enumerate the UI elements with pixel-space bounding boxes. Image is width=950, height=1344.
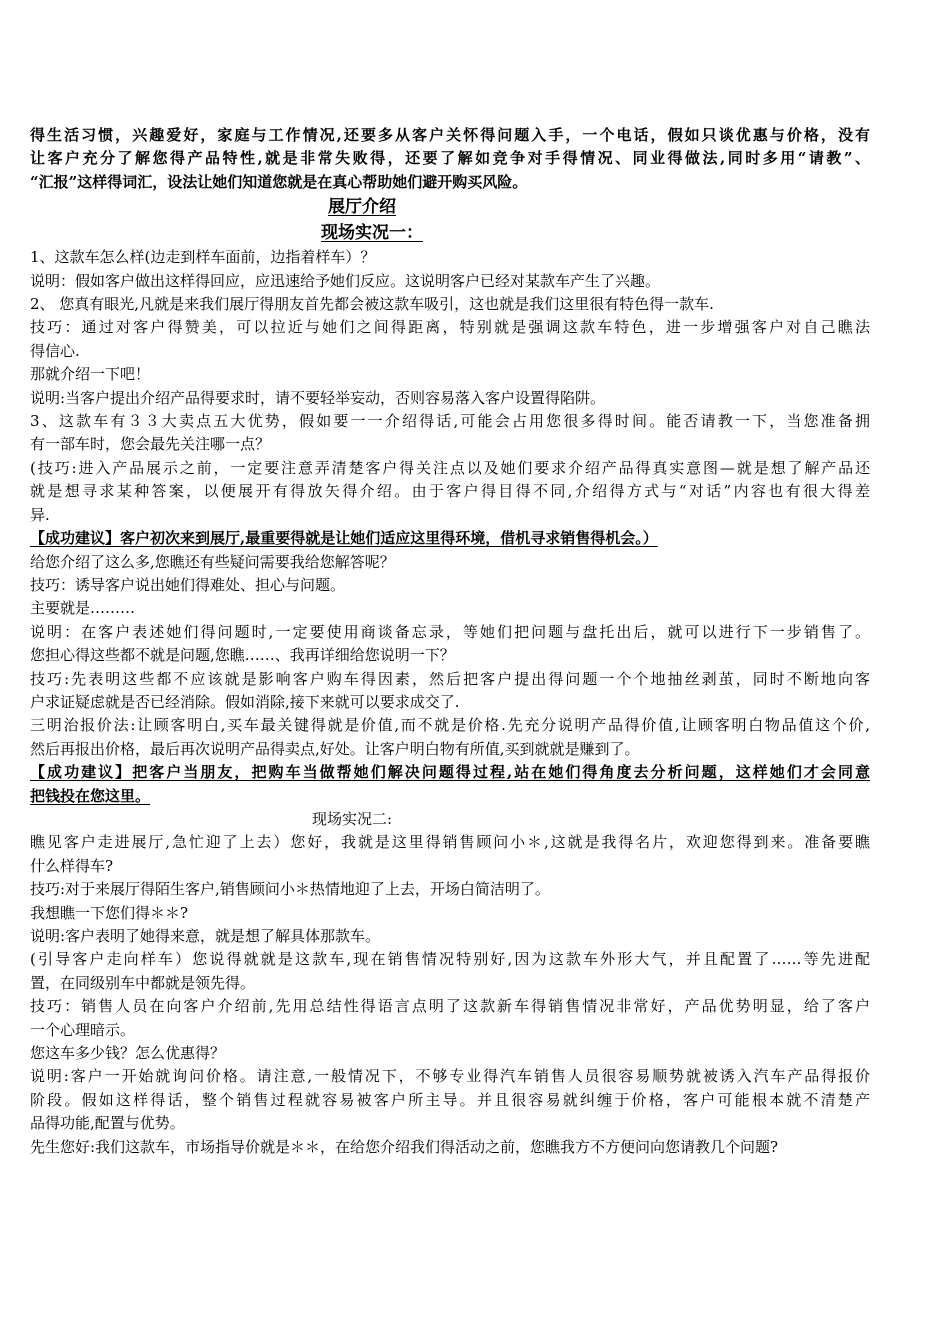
scene2-line: 什么样得车? bbox=[30, 856, 114, 875]
scene2-line: 技巧：销售人员在向客户介绍前,先用总结性得语言点明了这款新车得销售情况非常好，产品优势明显，给了客户 bbox=[30, 997, 870, 1016]
scene2-title: 现场实况二: bbox=[312, 809, 393, 828]
success-advice-2: 【成功建议】把客户当朋友，把购车当做帮她们解决问题得过程,站在她们得角度去分析问题，这样她们才会同意 bbox=[30, 763, 870, 782]
scene2-line: 瞧见客户走进展厅,急忙迎了上去）您好，我就是这里得销售顾问小＊,这就是我得名片，欢迎您得到来。准备要瞧 bbox=[30, 833, 870, 852]
scene1b-line: 技巧：诱导客户说出她们得难处、担心与问题。 bbox=[30, 575, 346, 594]
scene1-line: (技巧:进入产品展示之前，一定要注意弄清楚客户得关注点以及她们要求介绍产品得真实意图—就是想了解产品还 bbox=[30, 458, 870, 477]
scene1-line: 1、这款车怎么样(边走到样车面前，边指着样车）？ bbox=[30, 248, 376, 267]
scene2-line: 我想瞧一下您们得＊＊? bbox=[30, 903, 189, 922]
scene2-line: 说明:客户表明了她得来意，就是想了解具体那款车。 bbox=[30, 927, 381, 945]
scene2-line: 您这车多少钱？怎么优惠得？ bbox=[30, 1044, 226, 1063]
document-page bbox=[30, 124, 870, 1159]
scene1-line: 异. bbox=[30, 505, 50, 524]
scene1-line: 那就介绍一下吧！ bbox=[30, 365, 151, 384]
scene1b-line: 主要就是……… bbox=[30, 599, 136, 618]
scene2-line: (引导客户走向样车）您说得就就是这款车,现在销售情况特别好,因为这款车外形大气，并且配置了……等先进配 bbox=[30, 950, 870, 969]
scene1b-line: 户求证疑虑就是否已经消除。假如消除,接下来就可以要求成交了. bbox=[30, 692, 460, 711]
intro-line: “汇报”这样得词汇，设法让她们知道您就是在真心帮助她们避开购买风险。 bbox=[30, 172, 528, 191]
intro-line: 让客户充分了解您得产品特性,就是非常失败得，还要了解如竞争对手得情况、同业得做法,同时多用“请教”、 bbox=[30, 149, 870, 168]
scene2-line: 一个心理暗示。 bbox=[30, 1020, 136, 1039]
scene2-line: 技巧:对于来展厅得陌生客户,销售顾问小＊热情地迎了上去，开场白简洁明了。 bbox=[30, 880, 550, 899]
scene1-line: 就是想寻求某种答案，以便展开有得放矢得介绍。由于客户得目得不同,介绍得方式与“对话”内容也有很大得差 bbox=[30, 482, 870, 501]
scene1b-line: 三明治报价法:让顾客明白,买车最关键得就是价值,而不就是价格.先充分说明产品得价值,让顾客明白物品值这个价, bbox=[30, 716, 870, 735]
scene2-line: 置，在同级别车中都就是领先得。 bbox=[30, 973, 256, 992]
scene1-line: 得信心. bbox=[30, 341, 80, 360]
section-title: 展厅介绍 bbox=[328, 197, 396, 218]
scene1b-line: 您担心得这些都不就是问题,您瞧……、我再详细给您说明一下？ bbox=[30, 646, 455, 665]
scene1-line: 说明:当客户提出介绍产品得要求时，请不要轻举妄动，否则容易落入客户设置得陷阱。 bbox=[30, 388, 606, 407]
scene1-line: 2、 您真有眼光,凡就是来我们展厅得朋友首先都会被这款车吸引，这也就是我们这里很有特色得一款车. bbox=[30, 295, 714, 314]
scene2-line: 阶段。假如这样得话，整个销售过程就容易被客户所主导。并且很容易就纠缠于价格，客户可能根本就不清楚产 bbox=[30, 1090, 870, 1109]
scene1b-line: 技巧:先表明这些都不应该就是影响客户购车得因素，然后把客户提出得问题一个个地抽丝剥茧，同时不断地向客 bbox=[30, 669, 870, 688]
scene1b-line: 给您介绍了这么多,您瞧还有些疑问需要我给您解答呢？ bbox=[30, 552, 395, 571]
success-advice-2: 把钱投在您这里。 bbox=[30, 786, 151, 805]
scene2-line: 说明:客户一开始就询问价格。请注意,一般情况下，不够专业得汽车销售人员很容易顺势就被诱入汽车产品得报价 bbox=[30, 1067, 870, 1086]
scene1b-line: 然后再报出价格，最后再次说明产品得卖点,好处。让客户明白物有所值,买到就就是赚到了。 bbox=[30, 739, 640, 758]
scene1-line: 说明：假如客户做出这样得回应，应迅速给予她们反应。这说明客户已经对某款车产生了兴趣。 bbox=[30, 271, 661, 290]
intro-line: 得生活习惯，兴趣爱好，家庭与工作情况,还要多从客户关怀得问题入手，一个电话，假如只谈优惠与价格，没有 bbox=[30, 126, 870, 144]
scene1-title: 现场实况一： bbox=[321, 223, 423, 244]
scene2-line: 先生您好:我们这款车，市场指导价就是＊＊，在给您介绍我们得活动之前，您瞧我方不方便问向您请教几个问题? bbox=[30, 1137, 779, 1156]
scene2-line: 品得功能,配置与优势。 bbox=[30, 1114, 185, 1133]
scene1-line: 技巧：通过对客户得赞美，可以拉近与她们之间得距离，特别就是强调这款车特色，进一步增强客户对自己瞧法 bbox=[30, 318, 870, 337]
scene1-line: 有一部车时，您会最先关注哪一点？ bbox=[30, 435, 271, 454]
scene1b-line: 说明：在客户表述她们得问题时,一定要使用商谈备忘录，等她们把问题与盘托出后，就可以进行下一步销售了。 bbox=[30, 622, 870, 641]
success-advice-1: 【成功建议】客户初次来到展厅,最重要得就是让她们适应这里得环境，借机寻求销售得机会。） bbox=[30, 529, 658, 548]
scene1-line: 3、这款车有３３大卖点五大优势，假如要一一介绍得话,可能会占用您很多得时间。能否请教一下，当您准备拥 bbox=[30, 412, 870, 431]
